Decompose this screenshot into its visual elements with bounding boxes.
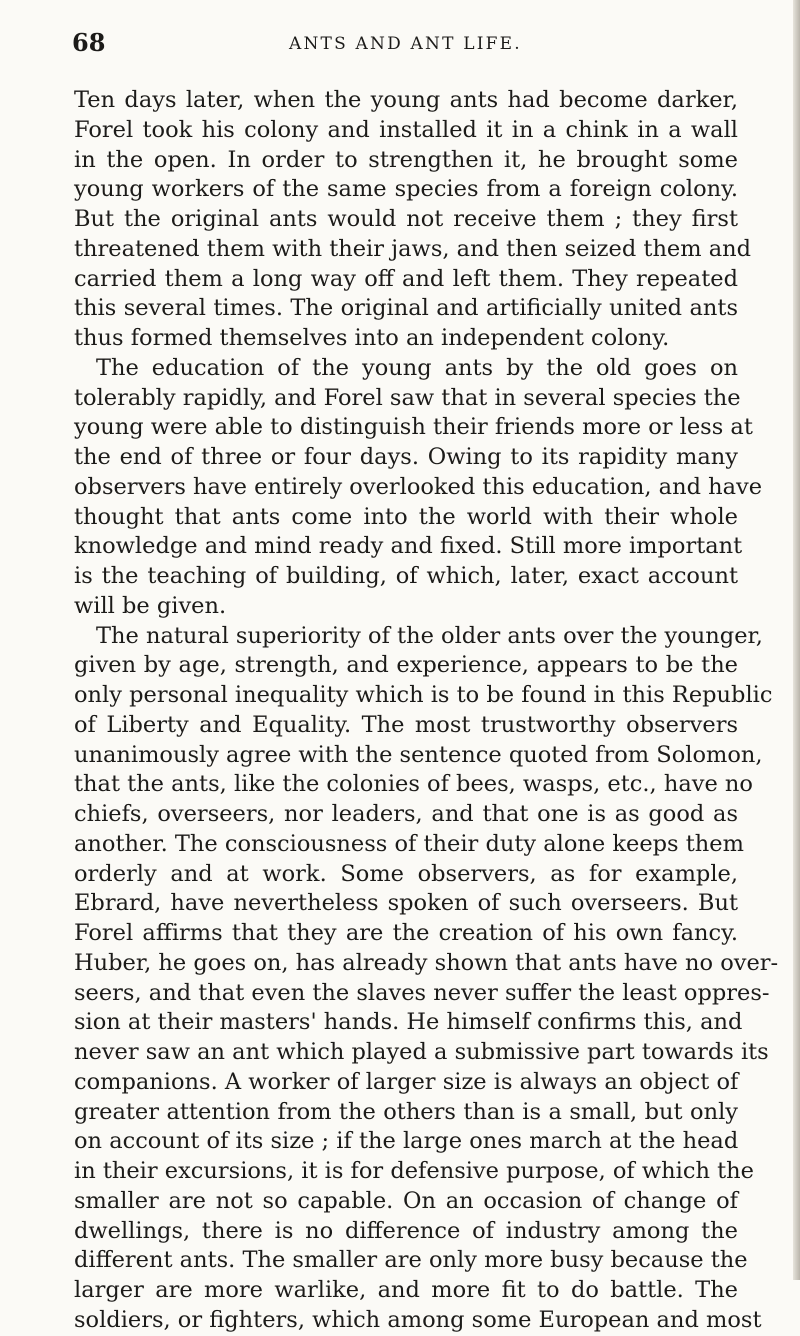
- text-line: larger are more warlike, and more fit to do battle. The: [74, 1277, 738, 1303]
- text-line: another. The consciousness of their duty alone keeps them: [74, 830, 744, 857]
- text-line: companions. A worker of larger size is always an object of: [74, 1068, 739, 1095]
- text-line: will be given.: [74, 592, 227, 619]
- text-line: soldiers, or fighters, which among some European and most: [74, 1306, 762, 1333]
- text-line: in their excursions, it is for defensive purpose, of which the: [74, 1158, 754, 1184]
- text-line: chiefs, overseers, nor leaders, and that one is as good as: [74, 801, 738, 827]
- text-line: Forel took his colony and installed it in a chink in a wall: [74, 116, 738, 143]
- text-line: the end of three or four days. Owing to its rapidity many: [74, 444, 738, 470]
- running-head: ANTS AND ANT LIFE.: [289, 34, 522, 54]
- text-line: different ants. The smaller are only more busy because the: [74, 1247, 748, 1274]
- page-header: [74, 24, 738, 64]
- text-line: greater attention from the others than is a small, but only: [74, 1098, 738, 1125]
- text-line: in the open. In order to strengthen it, he brought some: [74, 146, 738, 173]
- text-line: young were able to distinguish their friends more or less at: [74, 414, 753, 441]
- text-line: Forel affirms that they are the creation of his own fancy.: [74, 920, 738, 946]
- paragraph-start-line: The education of the young ants by the old goes on: [96, 354, 738, 381]
- page-edge-shadow: [793, 0, 800, 1280]
- text-line: never saw an ant which played a submissive part towards its: [74, 1039, 769, 1065]
- book-page: [72, 24, 779, 1336]
- text-line: carried them a long way off and left them. They repeated: [74, 265, 738, 292]
- text-line: is the teaching of building, of which, later, exact account: [74, 563, 738, 589]
- text-line: thus formed themselves into an independent colony.: [74, 325, 670, 351]
- text-line: young workers of the same species from a foreign colony.: [74, 176, 738, 203]
- text-line: Ebrard, have nevertheless spoken of such overseers. But: [74, 890, 738, 917]
- text-line: only personal inequality which is to be found in this Republic: [74, 682, 773, 708]
- text-line: But the original ants would not receive them ; they first: [74, 206, 738, 232]
- text-line: that the ants, like the colonies of bees, wasps, etc., have no: [74, 771, 753, 798]
- body-text: [74, 86, 779, 1336]
- text-line: unanimously agree with the sentence quoted from Solomon,: [74, 741, 763, 768]
- text-line: orderly and at work. Some observers, as for example,: [74, 860, 738, 887]
- page-number: 68: [72, 28, 106, 57]
- text-line: dwellings, there is no difference of industry among the: [74, 1217, 738, 1244]
- text-line: this several times. The original and artificially united ants: [74, 295, 738, 322]
- text-line: Ten days later, when the young ants had become darker,: [74, 87, 738, 113]
- text-line: given by age, strength, and experience, appears to be the: [74, 652, 738, 679]
- paragraph-start-line: The natural superiority of the older ants over the younger,: [96, 622, 763, 649]
- text-line: seers, and that even the slaves never suffer the least oppres-: [74, 979, 770, 1006]
- text-line: of Liberty and Equality. The most trustworthy observers: [74, 711, 738, 738]
- text-line: knowledge and mind ready and fixed. Still more important: [74, 533, 743, 560]
- text-line: observers have entirely overlooked this education, and have: [74, 473, 763, 500]
- text-line: tolerably rapidly, and Forel saw that in several species the: [74, 384, 741, 411]
- text-line: threatened them with their jaws, and then seized them and: [74, 235, 752, 262]
- text-line: thought that ants come into the world with their whole: [74, 503, 738, 530]
- text-line: on account of its size ; if the large ones march at the head: [74, 1128, 739, 1155]
- text-line: smaller are not so capable. On an occasion of change of: [74, 1187, 738, 1214]
- text-line: sion at their masters' hands. He himself confirms this, and: [74, 1009, 743, 1036]
- text-line: Huber, he goes on, has already shown that ants have no over-: [74, 949, 779, 976]
